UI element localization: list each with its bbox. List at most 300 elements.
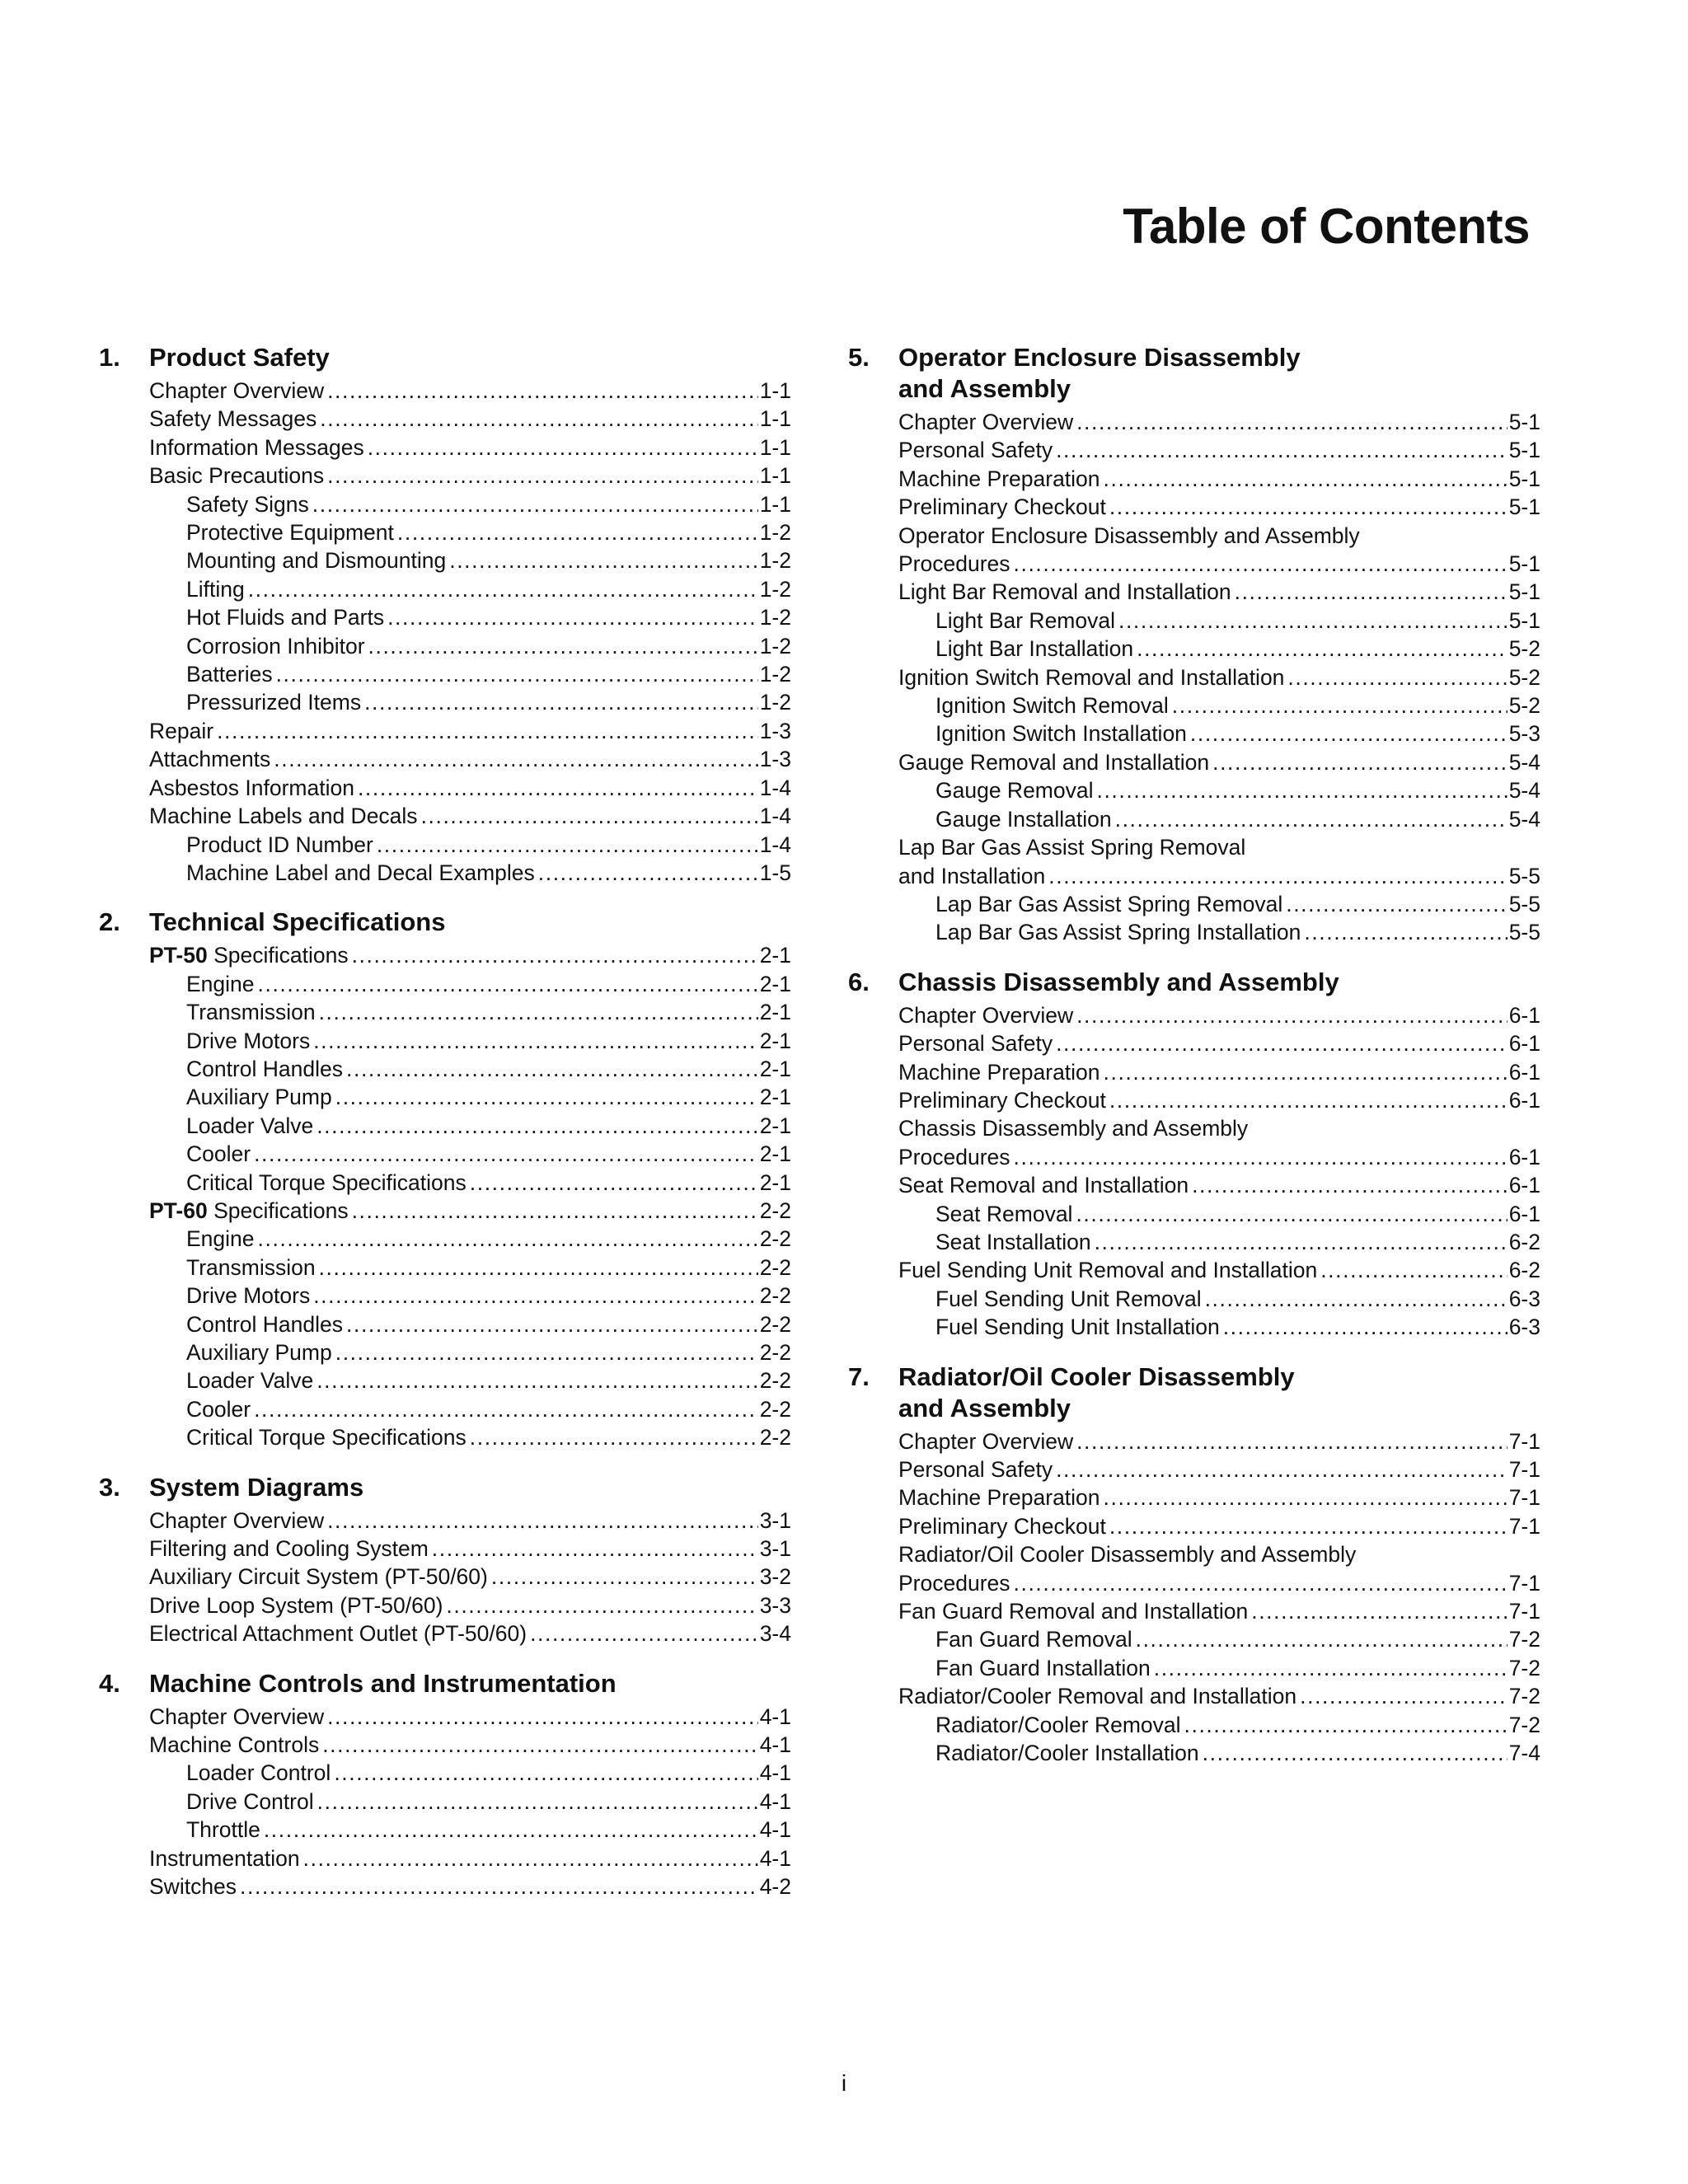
entry-label-text: Mounting and Dismounting	[186, 548, 447, 574]
entry-label	[898, 1086, 1106, 1114]
dot-leader	[364, 688, 758, 716]
entry-label	[898, 408, 1073, 436]
entry-label-text: Radiator/Cooler Installation	[935, 1741, 1199, 1766]
dot-leader	[449, 546, 757, 574]
toc-entry[interactable]	[898, 1427, 1540, 1455]
toc-subentry[interactable]	[898, 918, 1540, 946]
entry-label	[186, 575, 245, 603]
entry-page-number: 1-4	[759, 832, 791, 857]
entry-label-text: Gauge Removal	[935, 778, 1094, 804]
toc-subentry[interactable]	[149, 632, 791, 660]
toc-entry[interactable]	[898, 748, 1540, 776]
toc-column-left	[99, 342, 791, 1921]
entry-page-number: 1-2	[759, 690, 791, 715]
toc-entry[interactable]	[149, 1591, 791, 1619]
entry-label-text: Fan Guard Installation	[935, 1655, 1151, 1680]
toc-entry[interactable]	[149, 1731, 791, 1759]
toc-entry[interactable]	[149, 774, 791, 802]
entry-label	[149, 377, 324, 405]
toc-entry-text: Lap Bar Gas Assist Spring Removal	[898, 835, 1246, 860]
toc-entry[interactable]	[149, 717, 791, 745]
entry-label-text: Electrical Attachment Outlet (PT-50/60)	[149, 1621, 528, 1647]
toc-chapter	[99, 342, 791, 887]
entry-label	[935, 1654, 1151, 1682]
entry-label	[149, 405, 316, 433]
entry-page-number: 5-5	[1508, 920, 1540, 945]
dot-leader	[258, 1225, 758, 1253]
chapter-number: 3.	[99, 1472, 120, 1502]
entry-page-number: 2-1	[759, 971, 791, 996]
dot-leader	[1223, 1313, 1507, 1341]
dot-leader	[1154, 1654, 1507, 1682]
entry-label	[898, 748, 1209, 776]
entry-page-number: 2-1	[759, 1000, 791, 1025]
toc-subentry[interactable]	[898, 1625, 1540, 1653]
dot-leader	[1095, 1228, 1507, 1256]
entry-page-number: 5-2	[1508, 693, 1540, 719]
chapter-heading	[99, 342, 791, 373]
dot-leader	[254, 1140, 758, 1168]
toc-subentry[interactable]	[149, 546, 791, 574]
chapter-heading	[99, 1668, 791, 1699]
entry-page-number: 2-1	[759, 1169, 791, 1195]
toc-subentry[interactable]	[149, 1282, 791, 1310]
chapter-title: Machine Controls and Instrumentation	[149, 1668, 617, 1698]
entry-label	[898, 1682, 1296, 1710]
entry-label	[186, 1225, 255, 1253]
toc-entry[interactable]	[149, 1844, 791, 1872]
entry-page-number: 1-1	[759, 463, 791, 489]
entry-label	[898, 465, 1100, 493]
entry-page-number: 7-1	[1508, 1570, 1540, 1596]
dot-leader	[316, 1366, 757, 1394]
dot-leader	[274, 745, 757, 773]
dot-leader	[327, 377, 758, 405]
entry-label	[898, 1455, 1053, 1483]
toc-entry[interactable]	[149, 1535, 791, 1563]
toc-subentry[interactable]	[898, 805, 1540, 833]
entry-page-number: 2-1	[759, 943, 791, 968]
dot-leader	[377, 831, 758, 859]
dot-leader	[1109, 1086, 1507, 1114]
toc-entry[interactable]	[898, 663, 1540, 691]
entry-page-number: 7-1	[1508, 1485, 1540, 1511]
dot-leader	[387, 603, 758, 631]
entry-label	[898, 550, 1010, 578]
dot-leader	[368, 434, 758, 462]
entry-label-text: Control Handles	[186, 1311, 344, 1337]
toc-subentry[interactable]	[898, 607, 1540, 635]
toc-subentry[interactable]	[149, 1112, 791, 1140]
toc-chapter	[99, 1472, 791, 1648]
dot-leader	[446, 1591, 757, 1619]
entry-page-number: 3-3	[759, 1592, 791, 1618]
entry-label	[935, 890, 1282, 918]
toc-entry[interactable]	[898, 408, 1540, 436]
entry-label-text: Drive Motors	[186, 1028, 311, 1053]
entry-label-text: Personal Safety	[898, 438, 1053, 463]
dot-leader	[538, 859, 758, 887]
entry-label-text: Corrosion Inhibitor	[186, 633, 365, 658]
dot-leader	[264, 1816, 758, 1844]
chapter-heading	[99, 907, 791, 938]
toc-subentry[interactable]	[149, 859, 791, 887]
entry-label	[935, 805, 1112, 833]
dot-leader	[1136, 1625, 1507, 1653]
entry-label-text: Seat Removal	[935, 1201, 1073, 1226]
entry-label-text: Drive Motors	[186, 1283, 311, 1309]
toc-subentry[interactable]	[149, 1027, 791, 1055]
toc-entry[interactable]	[898, 1512, 1540, 1540]
toc-entry-text: Radiator/Oil Cooler Disassembly and Assembly	[898, 1542, 1357, 1568]
toc-subentry[interactable]	[149, 831, 791, 859]
entry-page-number: 1-2	[759, 605, 791, 630]
toc-subentry[interactable]	[149, 1140, 791, 1168]
dot-leader	[1014, 1143, 1507, 1171]
dot-leader	[1014, 1569, 1507, 1597]
toc-chapter	[99, 1668, 791, 1901]
dot-leader	[1056, 1455, 1507, 1483]
entry-label	[186, 1027, 310, 1055]
entry-label-text: Preliminary Checkout	[898, 1087, 1106, 1113]
entry-page-number: 6-1	[1508, 1059, 1540, 1085]
entry-page-number: 1-2	[759, 633, 791, 658]
dot-leader	[1172, 691, 1507, 719]
toc-entry[interactable]	[149, 802, 791, 830]
toc-subentry[interactable]	[149, 575, 791, 603]
toc-subentry[interactable]	[149, 998, 791, 1026]
toc-subentry[interactable]	[898, 1228, 1540, 1256]
dot-leader	[1014, 550, 1507, 578]
entry-label-text: Lap Bar Gas Assist Spring Installation	[935, 920, 1301, 945]
toc-subentry[interactable]	[149, 1366, 791, 1394]
toc-subentry[interactable]	[149, 1338, 791, 1366]
entry-page-number: 6-3	[1508, 1315, 1540, 1340]
toc-entry[interactable]	[149, 377, 791, 405]
entry-label-text: Asbestos Information	[149, 775, 354, 800]
entry-label	[186, 490, 309, 518]
entry-label	[898, 1569, 1010, 1597]
entry-label-text: Procedures	[898, 551, 1010, 577]
toc-entry[interactable]	[898, 1029, 1540, 1057]
toc-subentry[interactable]	[149, 1225, 791, 1253]
toc-entry[interactable]	[149, 745, 791, 773]
page-number: i	[841, 2070, 847, 2096]
toc-subentry[interactable]	[898, 719, 1540, 748]
entry-label-text: Safety Signs	[186, 491, 309, 517]
entry-page-number: 7-1	[1508, 1428, 1540, 1454]
entry-page-number: 2-1	[759, 1028, 791, 1053]
entry-label-text: Personal Safety	[898, 1457, 1053, 1482]
entry-page-number: 1-2	[759, 576, 791, 602]
dot-leader	[1109, 493, 1507, 521]
dot-leader	[1190, 719, 1507, 748]
chapter-heading	[848, 1361, 1540, 1424]
dot-leader	[254, 1395, 758, 1423]
entry-page-number: 1-2	[759, 662, 791, 687]
toc-entry[interactable]	[149, 462, 791, 490]
toc-entry[interactable]	[898, 1483, 1540, 1511]
toc-entry[interactable]	[898, 1086, 1540, 1114]
entry-page-number: 5-1	[1508, 551, 1540, 577]
toc-subentry[interactable]	[149, 1055, 791, 1083]
entry-label-text: Transmission	[186, 1000, 316, 1025]
entry-label	[186, 688, 361, 716]
dot-leader	[470, 1423, 758, 1451]
toc-subentry[interactable]	[149, 603, 791, 631]
dot-leader	[335, 1083, 758, 1111]
entry-label-text: Filtering and Cooling System	[149, 1536, 429, 1562]
entry-label	[186, 1395, 251, 1423]
entry-label	[935, 635, 1133, 663]
toc-entry[interactable]	[898, 1001, 1540, 1029]
entry-label-text: Chapter Overview	[149, 378, 325, 403]
dot-leader	[317, 1788, 758, 1816]
entry-label	[898, 1512, 1106, 1540]
entry-label-text: Machine Controls	[149, 1732, 320, 1758]
dot-leader	[1251, 1597, 1507, 1625]
entry-page-number: 7-2	[1508, 1712, 1540, 1737]
toc-subentry[interactable]	[898, 635, 1540, 663]
dot-leader	[1300, 1682, 1507, 1710]
entry-page-number: 2-2	[759, 1311, 791, 1337]
dot-leader	[1104, 1483, 1507, 1511]
entry-page-number: 1-1	[759, 406, 791, 432]
entry-label-text: Throttle	[186, 1817, 260, 1843]
entry-page-number: 7-2	[1508, 1655, 1540, 1680]
entry-page-number: 1-1	[759, 491, 791, 517]
chapter-title: Chassis Disassembly and Assembly	[898, 967, 1339, 996]
toc-entry[interactable]	[149, 434, 791, 462]
dot-leader	[1097, 776, 1507, 804]
dot-leader	[319, 1254, 758, 1282]
entry-page-number: 5-1	[1508, 607, 1540, 633]
dot-leader	[1076, 1427, 1507, 1455]
entry-label-text: Ignition Switch Installation	[935, 721, 1187, 747]
entry-page-number: 2-2	[759, 1197, 791, 1223]
entry-label	[935, 1285, 1202, 1313]
toc-entry[interactable]	[898, 1597, 1540, 1625]
toc-entry[interactable]	[149, 1872, 791, 1900]
entry-page-number: 3-4	[759, 1621, 791, 1647]
toc-subentry[interactable]	[149, 1169, 791, 1197]
toc-entry[interactable]	[898, 1171, 1540, 1199]
toc-subentry[interactable]	[149, 1759, 791, 1787]
dot-leader	[327, 1507, 758, 1535]
toc-subentry[interactable]	[149, 1816, 791, 1844]
toc-entry[interactable]	[898, 862, 1540, 890]
entry-label-text: Seat Removal and Installation	[898, 1173, 1189, 1198]
dot-leader	[312, 490, 758, 518]
entry-label-text: Fan Guard Removal	[935, 1627, 1132, 1652]
entry-page-number: 2-2	[759, 1368, 791, 1394]
entry-page-number: 6-3	[1508, 1286, 1540, 1311]
toc-subentry[interactable]	[149, 660, 791, 688]
entry-label-text: Attachments	[149, 747, 271, 772]
entry-label-text: Fuel Sending Unit Installation	[935, 1315, 1220, 1340]
entry-page-number: 1-5	[759, 860, 791, 885]
entry-label-text: Chapter Overview	[898, 1002, 1074, 1028]
entry-page-number: 5-4	[1508, 806, 1540, 832]
entry-label-text: Light Bar Removal	[935, 607, 1115, 633]
entry-label	[149, 717, 213, 745]
toc-entry[interactable]	[149, 1703, 791, 1731]
toc-subentry[interactable]	[898, 1313, 1540, 1341]
entry-page-number: 2-2	[759, 1396, 791, 1422]
toc-subentry[interactable]	[898, 1711, 1540, 1739]
toc-subentry[interactable]	[898, 1654, 1540, 1682]
entry-page-number: 6-2	[1508, 1229, 1540, 1254]
dot-leader	[276, 660, 758, 688]
toc-subentry[interactable]	[898, 1200, 1540, 1228]
toc-subentry[interactable]	[149, 1083, 791, 1111]
entry-label-text: Gauge Removal and Installation	[898, 749, 1210, 775]
toc-subentry[interactable]	[149, 518, 791, 546]
toc-entry[interactable]	[898, 1256, 1540, 1284]
entry-label	[898, 1597, 1248, 1625]
entry-label-text: Radiator/Cooler Removal	[935, 1712, 1181, 1737]
toc-subentry[interactable]	[149, 490, 791, 518]
toc-entry[interactable]	[898, 1682, 1540, 1710]
entry-page-number: 4-1	[759, 1732, 791, 1758]
toc-entry[interactable]	[898, 578, 1540, 606]
dot-leader	[303, 1844, 758, 1872]
toc-subentry[interactable]	[898, 1739, 1540, 1767]
toc-subentry[interactable]	[149, 1395, 791, 1423]
toc-subentry[interactable]	[149, 970, 791, 998]
entry-label-text: Instrumentation	[149, 1845, 300, 1871]
dot-leader	[1192, 1171, 1507, 1199]
toc-subentry[interactable]	[898, 776, 1540, 804]
toc-entry[interactable]	[898, 436, 1540, 464]
dot-leader	[316, 1112, 757, 1140]
toc-chapter	[848, 1361, 1540, 1768]
entry-label	[186, 660, 273, 688]
entry-label	[186, 1140, 251, 1168]
entry-label	[898, 493, 1106, 521]
entry-label	[186, 1366, 313, 1394]
dot-leader	[1104, 465, 1507, 493]
entry-label-text: Loader Control	[186, 1760, 331, 1786]
chapter-number: 4.	[99, 1668, 120, 1698]
dot-leader	[1056, 1029, 1507, 1057]
entry-page-number: 4-1	[759, 1760, 791, 1786]
toc-entry[interactable]	[898, 1569, 1540, 1597]
chapter-title: Product Safety	[149, 343, 330, 372]
toc-entry[interactable]	[898, 465, 1540, 493]
entry-page-number: 6-1	[1508, 1002, 1540, 1028]
dot-leader	[327, 462, 758, 490]
entry-page-number: 2-1	[759, 1056, 791, 1081]
dot-leader	[322, 1731, 757, 1759]
dot-leader	[313, 1282, 757, 1310]
entry-page-number: 7-2	[1508, 1684, 1540, 1709]
entry-label	[186, 1282, 310, 1310]
chapter-heading	[848, 967, 1540, 998]
toc-entry[interactable]	[149, 1619, 791, 1647]
entry-page-number: 7-1	[1508, 1599, 1540, 1624]
toc-subentry[interactable]	[149, 1423, 791, 1451]
dot-leader	[1184, 1711, 1507, 1739]
entry-page-number: 3-1	[759, 1536, 791, 1562]
entry-label-text: Critical Torque Specifications	[186, 1169, 467, 1195]
entry-page-number: 1-4	[759, 804, 791, 829]
dot-leader	[346, 1310, 758, 1338]
entry-label	[935, 1625, 1132, 1653]
entry-label-text: Personal Safety	[898, 1031, 1053, 1057]
entry-label	[186, 1816, 260, 1844]
entry-label	[898, 1143, 1010, 1171]
entry-label-text: Procedures	[898, 1570, 1010, 1596]
dot-leader	[335, 1338, 758, 1366]
toc-entry[interactable]	[898, 1455, 1540, 1483]
entry-label-text: Light Bar Installation	[935, 636, 1134, 662]
toc-entry[interactable]	[898, 1058, 1540, 1086]
entry-page-number: 4-1	[759, 1845, 791, 1871]
dot-leader	[1286, 890, 1507, 918]
toc-subentry[interactable]	[898, 691, 1540, 719]
entry-label	[186, 1055, 343, 1083]
chapter-title: Operator Enclosure Disassembly	[898, 343, 1301, 372]
entry-page-number: 6-2	[1508, 1258, 1540, 1283]
toc-entry[interactable]	[149, 1563, 791, 1591]
toc-subentry[interactable]	[149, 688, 791, 716]
dot-leader	[313, 1027, 757, 1055]
chapter-number: 1.	[99, 343, 120, 372]
toc-entry[interactable]	[149, 1507, 791, 1535]
toc-subentry[interactable]	[898, 890, 1540, 918]
dot-leader	[1056, 436, 1507, 464]
toc-subentry[interactable]	[149, 1310, 791, 1338]
entry-label	[935, 1200, 1072, 1228]
toc-subentry[interactable]	[149, 1254, 791, 1282]
toc-chapter	[848, 342, 1540, 947]
entry-label-text: Loader Valve	[186, 1113, 314, 1138]
entry-label-text: Auxiliary Pump	[186, 1340, 332, 1365]
entry-label	[898, 1171, 1189, 1199]
toc-entry[interactable]	[898, 493, 1540, 521]
toc-entry[interactable]	[898, 1143, 1540, 1171]
toc-entry[interactable]	[149, 941, 791, 969]
entry-page-number: 4-1	[759, 1817, 791, 1843]
toc-entry[interactable]	[149, 1197, 791, 1225]
entry-label-text: Chapter Overview	[149, 1704, 325, 1729]
entry-page-number: 2-2	[759, 1254, 791, 1280]
entry-label	[149, 941, 349, 969]
entry-page-number: 2-1	[759, 1141, 791, 1167]
entry-label	[935, 691, 1169, 719]
entry-label-text: Engine	[186, 971, 255, 996]
dot-leader	[421, 802, 758, 830]
dot-leader	[320, 405, 757, 433]
toc-subentry[interactable]	[898, 1285, 1540, 1313]
entry-label-text: Safety Messages	[149, 406, 317, 432]
toc-entry[interactable]	[898, 550, 1540, 578]
entry-label	[186, 1423, 467, 1451]
dot-leader	[1320, 1256, 1507, 1284]
entry-label	[935, 1313, 1220, 1341]
dot-leader	[470, 1169, 758, 1197]
entry-label	[149, 1619, 527, 1647]
entry-label-text: Chapter Overview	[898, 410, 1074, 434]
entry-label-text: Hot Fluids and Parts	[186, 605, 385, 630]
toc-entry[interactable]	[149, 405, 791, 433]
entry-page-number: 1-4	[759, 775, 791, 800]
entry-label	[898, 578, 1231, 606]
toc-subentry[interactable]	[149, 1788, 791, 1816]
dot-leader	[1115, 805, 1507, 833]
dot-leader	[1205, 1285, 1507, 1313]
